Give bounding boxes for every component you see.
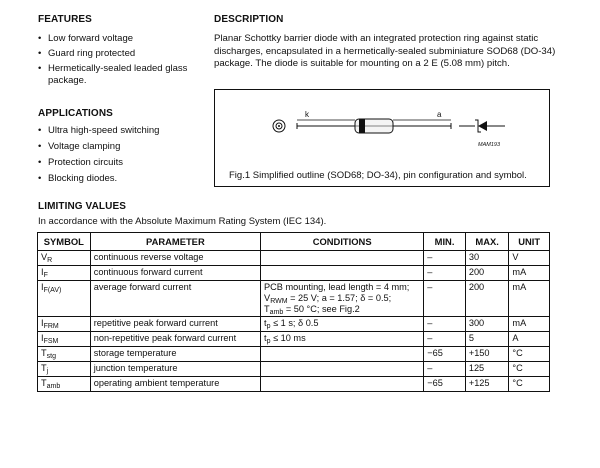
- header-max: MAX.: [465, 233, 509, 251]
- cell-min: −65: [424, 347, 466, 362]
- cell-min: –: [424, 362, 466, 377]
- bullet-icon: •: [38, 48, 42, 59]
- bullet-icon: •: [38, 63, 42, 74]
- cell-symbol: $I_F$: [38, 266, 91, 281]
- cell-unit: mA: [509, 281, 550, 317]
- cell-max: 5: [465, 332, 509, 347]
- cell-conditions: [261, 266, 424, 281]
- figure-box: [214, 89, 550, 187]
- cell-min: –: [424, 281, 466, 317]
- cell-parameter: operating ambient temperature: [90, 377, 260, 392]
- table-row: [38, 377, 550, 392]
- cell-conditions: [261, 377, 424, 392]
- cell-min: –: [424, 332, 466, 347]
- cell-parameter: junction temperature: [90, 362, 260, 377]
- limiting-values-table: [37, 232, 550, 392]
- cell-unit: A: [509, 332, 550, 347]
- bullet-icon: •: [38, 173, 42, 184]
- cell-symbol: $T_j$: [38, 362, 91, 377]
- cell-symbol: $T_{stg}$: [38, 347, 91, 362]
- cell-unit: °C: [509, 362, 550, 377]
- cell-conditions: $t_p \le 1$ s; δ 0.5: [261, 317, 424, 332]
- bullet-icon: •: [38, 125, 42, 136]
- header-parameter: PARAMETER: [90, 233, 260, 251]
- figure-code: MAM193: [478, 142, 501, 148]
- cell-min: –: [424, 251, 466, 266]
- cell-parameter: storage temperature: [90, 347, 260, 362]
- cell-max: 200: [465, 281, 509, 317]
- application-item: • Blocking diodes.: [38, 173, 118, 184]
- cell-conditions: [261, 362, 424, 377]
- limiting-values-subtitle: In accordance with the Absolute Maximum Rating System (IEC 134).: [38, 216, 327, 227]
- application-item: • Ultra high-speed switching: [38, 125, 160, 136]
- table-header-row: [38, 233, 550, 251]
- table-row: [38, 281, 550, 317]
- feature-item: • Guard ring protected: [38, 48, 136, 59]
- feature-item: • Low forward voltage: [38, 33, 134, 44]
- figure-caption: Fig.1 Simplified outline (SOD68; DO-34), pin configuration and symbol.: [229, 170, 527, 181]
- cell-max: +125: [465, 377, 509, 392]
- cell-conditions: $t_p \le 10$ ms: [261, 332, 424, 347]
- application-item: • Voltage clamping: [38, 141, 121, 152]
- cell-min: −65: [424, 377, 466, 392]
- cell-conditions: [261, 347, 424, 362]
- cell-max: 300: [465, 317, 509, 332]
- description-heading: DESCRIPTION: [214, 14, 284, 25]
- cell-parameter: continuous reverse voltage: [90, 251, 260, 266]
- bullet-icon: •: [38, 141, 42, 152]
- cathode-label: k: [305, 110, 309, 119]
- cell-unit: mA: [509, 317, 550, 332]
- cell-unit: V: [509, 251, 550, 266]
- cell-parameter: average forward current: [90, 281, 260, 317]
- cell-unit: °C: [509, 377, 550, 392]
- cell-parameter: repetitive peak forward current: [90, 317, 260, 332]
- header-symbol: SYMBOL: [38, 233, 91, 251]
- diode-symbol-icon: [459, 120, 505, 132]
- table-row: [38, 347, 550, 362]
- diode-outline-drawing: [215, 90, 549, 168]
- cell-symbol: $I_{FRM}$: [38, 317, 91, 332]
- cell-min: –: [424, 266, 466, 281]
- features-heading: FEATURES: [38, 14, 92, 25]
- cell-max: 125: [465, 362, 509, 377]
- cell-max: +150: [465, 347, 509, 362]
- table-row: [38, 251, 550, 266]
- cell-conditions: PCB mounting, lead length = 4 mm; $V_{RWM} = 25$ V; a = 1.57; δ = 0.5; $T_{amb} = 50$ °C; see Fig.2: [261, 281, 424, 317]
- cell-symbol: $I_{FSM}$: [38, 332, 91, 347]
- cell-max: 30: [465, 251, 509, 266]
- feature-item: • Hermetically-sealed leaded glass package.: [38, 63, 188, 86]
- header-conditions: CONDITIONS: [261, 233, 424, 251]
- cell-symbol: $V_R$: [38, 251, 91, 266]
- table-row: [38, 362, 550, 377]
- header-unit: UNIT: [509, 233, 550, 251]
- cell-unit: mA: [509, 266, 550, 281]
- table-row: [38, 266, 550, 281]
- cell-symbol: $I_{F(AV)}$: [38, 281, 91, 317]
- application-item: • Protection circuits: [38, 157, 123, 168]
- table-row: [38, 332, 550, 347]
- cell-min: –: [424, 317, 466, 332]
- description-text: Planar Schottky barrier diode with an integrated protection ring against static discharges, encapsulated in a hermetically-sealed subminiature SOD68 (DO-34) package. The diode is suitable for mounting on a 2 E (5.08 mm) pitch.: [214, 33, 556, 69]
- cell-conditions: [261, 251, 424, 266]
- header-min: MIN.: [424, 233, 466, 251]
- cell-symbol: $T_{amb}$: [38, 377, 91, 392]
- anode-label: a: [437, 110, 442, 119]
- cell-parameter: continuous forward current: [90, 266, 260, 281]
- diode-side-view-icon: [297, 119, 451, 133]
- cell-parameter: non-repetitive peak forward current: [90, 332, 260, 347]
- diode-end-view-icon: [273, 120, 285, 132]
- bullet-icon: •: [38, 33, 42, 44]
- table-row: [38, 317, 550, 332]
- cell-max: 200: [465, 266, 509, 281]
- limiting-values-heading: LIMITING VALUES: [38, 201, 126, 212]
- applications-heading: APPLICATIONS: [38, 108, 113, 119]
- cell-unit: °C: [509, 347, 550, 362]
- bullet-icon: •: [38, 157, 42, 168]
